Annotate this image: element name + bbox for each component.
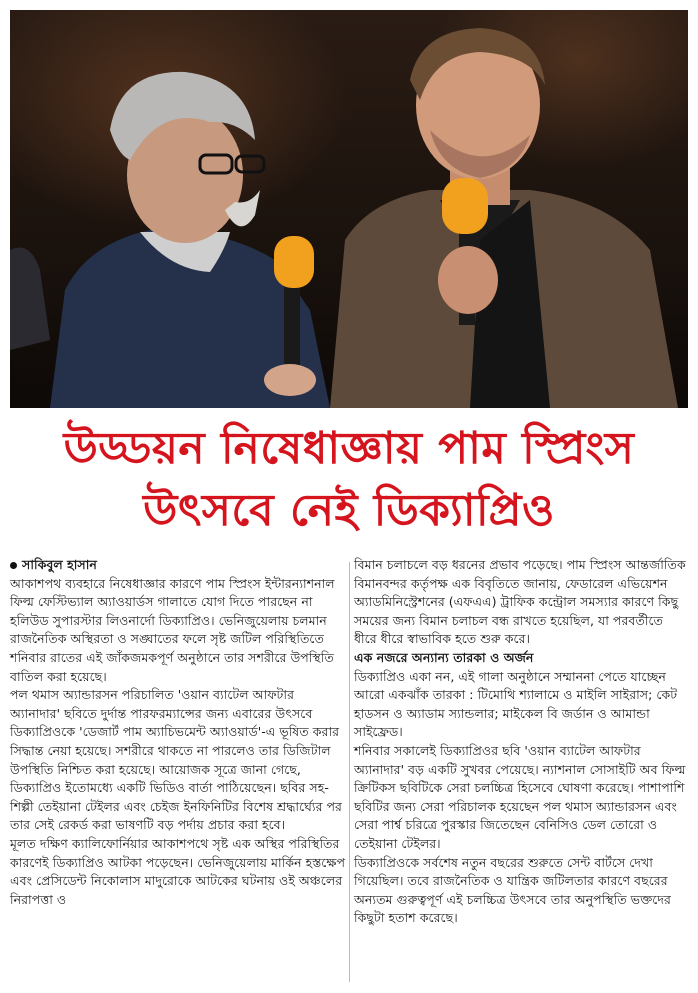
paragraph: ডিক্যাপ্রিওকে সর্বশেষ নতুন বছরের শুরুতে সেন্ট বার্টসে দেখা গিয়েছিল। তবে রাজনৈতিক ও যান্ত্রিক জটিলতার কারণে বছরের অন্যতম গুরুত্বপূর্ণ এই চলচ্চিত্র উৎসবে তার অনুপস্থিতি ভক্তদের কিছুটা হতাশ করেছে। (354, 854, 671, 926)
left-microphone-head (274, 236, 314, 288)
photo-illustration (10, 10, 688, 408)
bullet-icon (10, 562, 17, 569)
paragraph: শনিবার সকালেই ডিক্যাপ্রিওর ছবি 'ওয়ান ব্যাটেল আফটার অ্যানাদার' বড় একটি সুখবর পেয়েছে। ন্যাশনাল সোসাইটি অব ফিল্ম ক্রিটিকস ছবিটিকে সেরা চলচ্চিত্র হিসেবে ঘোষণা করেছে। পাশাপাশি ছবিটির জন্য সেরা পরিচালক হয়েছেন পল থমাস অ্যান্ডারসন এবং সেরা পার্শ্ব চরিত্রে পুরস্কার জিতেছেন বেনিসিও ডেল তোরো ও তেইয়ানা টেইলর। (354, 742, 686, 851)
paragraph: বিমান চলাচলে বড় ধরনের প্রভাব পড়েছে। পাম স্প্রিংস আন্তর্জাতিক বিমানবন্দর কর্তৃপক্ষ এক বিবৃতিতে জানায়, ফেডারেল এভিয়েশন অ্যাডমিনিস্ট্রেশনের (এফএএ) ট্রাফিক কন্ট্রোল সমস্যার কারণে কিছু সময়ের জন্য বিমান চলাচল বন্ধ রাখতে হয়েছিল, যা পরবর্তীতে ধীরে ধীরে স্বাভাবিক হতে শুরু করে। (354, 557, 686, 647)
paragraph: ডিক্যাপ্রিও একা নন, এই গালা অনুষ্ঠানে সম্মাননা পেতে যাচ্ছেন আরো একঝাঁক তারকা : টিমোথি শ্যালামে ও মাইলি সাইরাস; কেট হাডসন ও অ্যাডাম স্যান্ডলার; মাইকেল বি জর্ডান ও আমান্ডা সাইফ্রেড। (354, 668, 678, 740)
left-microphone-handle (284, 278, 300, 378)
headline (10, 418, 688, 550)
column-divider (349, 562, 350, 982)
left-column (10, 556, 346, 909)
headline-line-2: উৎসবে নেই ডিক্যাপ্রিও (143, 485, 555, 536)
news-article (10, 10, 688, 983)
right-column (354, 556, 688, 928)
article-photo (10, 10, 688, 408)
subheading: এক নজরে অন্যান্য তারকা ও অর্জন (354, 649, 534, 665)
byline (10, 556, 346, 575)
paragraph: পল থমাস অ্যান্ডারসন পরিচালিত 'ওয়ান ব্যাটেল আফটার অ্যানাদার' ছবিতে দুর্দান্ত পারফরম্যান্সের জন্য এবারের উৎসবে ডিক্যাপ্রিওকে 'ডেজার্ট পাম অ্যাচিভমেন্ট অ্যাওয়ার্ড'-এ ভূষিত করার সিদ্ধান্ত নেয়া হয়েছে। সশরীরে থাকতে না পারলেও তার ডিজিটাল উপস্থিতি নিশ্চিত করা হয়েছে। আয়োজক সূত্রে জানা গেছে, ডিক্যাপ্রিও ইতোমধ্যে একটি ভিডিও বার্তা পাঠিয়েছেন। ছবির সহ-শিল্পী তেইয়ানা টেইলর এবং চেইজ ইনফিনিটির বিশেষ শ্রদ্ধার্ঘ্যের পর তার সেই রেকর্ড করা ভাষণটি বড় পর্দায় প্রচার করা হবে। (10, 687, 342, 833)
paragraph: মূলত দক্ষিণ ক্যালিফোর্নিয়ার আকাশপথে সৃষ্ট এক অস্থির পরিস্থিতির কারণেই ডিক্যাপ্রিও আটকা পড়েছেন। ভেনিজুয়েলায় মার্কিন হস্তক্ষেপ এবং প্রেসিডেন্ট নিকোলাস মাদুরোকে আটকের ঘটনায় ওই অঞ্চলের নিরাপত্তা ও (10, 835, 346, 907)
headline-line-1: উড্ডয়ন নিষেধাজ্ঞায় পাম স্প্রিংস (63, 423, 635, 474)
right-microphone-head (442, 178, 488, 234)
paragraph: আকাশপথ ব্যবহারে নিষেধাজ্ঞার কারণে পাম স্প্রিংস ইন্টারন্যাশনাল ফিল্ম ফেস্টিভ্যাল অ্যাওয়ার্ডস গালাতে যোগ দিতে পারছেন না হলিউড সুপারস্টার লিওনার্দো ডিক্যাপ্রিও। ভেনিজুয়েলায় চলমান রাজনৈতিক অস্থিরতা ও সঙ্ঘাতের ফলে সৃষ্ট জটিল পরিস্থিতিতে শনিবার রাতের এই জাঁকজমকপূর্ণ অনুষ্ঠানে তার সশরীরে উপস্থিতি বাতিল করা হয়েছে। (10, 575, 335, 684)
byline-author: সাকিবুল হাসান (22, 557, 97, 572)
